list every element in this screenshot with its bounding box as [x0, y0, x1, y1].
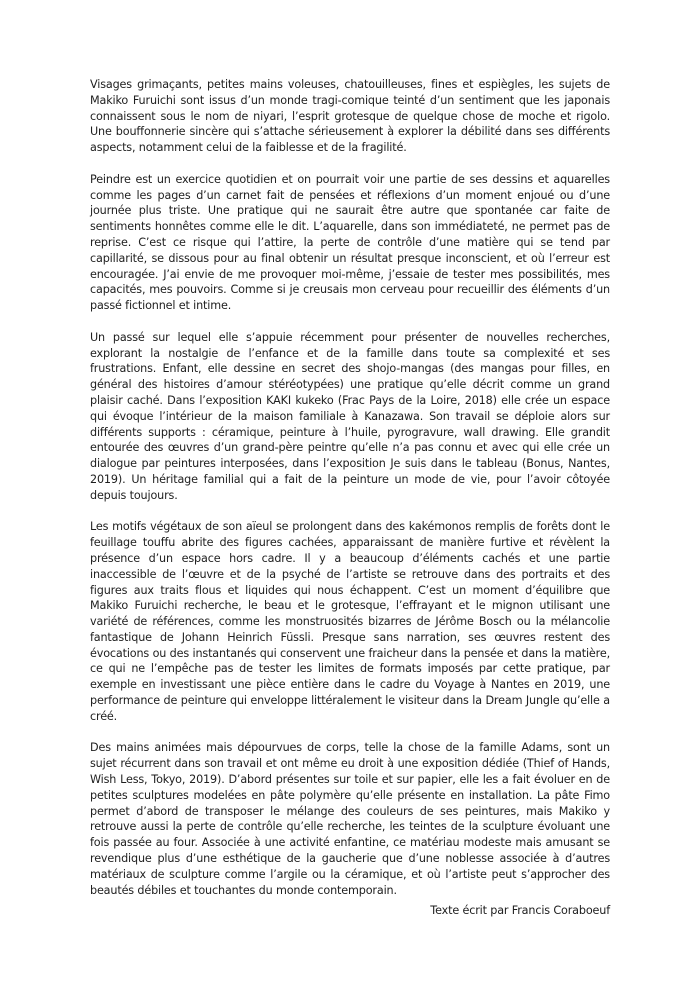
author-signature: Texte écrit par Francis Coraboeuf: [430, 904, 610, 917]
article-body: [90, 77, 610, 914]
paragraph-5: Des mains animées mais dépourvues de corps, telle la chose de la famille Adams, sont un sujet récurrent dans son travail et ont même eu droit à une exposition dédiée (Thief of Hands, Wish Less, Tokyo, 2019). D’abord présentes sur toile et sur papier, elle les a fait évoluer en de petites sculptures modelées en pâte polymère qu’elle présente en installation. La pâte Fimo permet d’abord de transposer le mélange des couleurs de ses peintures, mais Makiko y retrouve aussi la perte de contrôle qu’elle recherche, les teintes de la sculpture évoluant une fois passée au four. Associée à une activité enfantine, ce matériau modeste mais amusant se revendique plus d’une esthétique de la gaucherie que d’une noblesse associée à d’autres matériaux de sculpture comme l’argile ou la céramique, et où l’artiste peut s’approcher des beautés débiles et touchantes du monde contemporain.: [90, 741, 610, 897]
paragraph-1: Visages grimaçants, petites mains voleuses, chatouilleuses, fines et espiègles, les sujets de Makiko Furuichi sont issus d’un monde tragi-comique teinté d’un sentiment que les japonais connaissent sous le nom de niyari, l’esprit grotesque de quelque chose de moche et rigolo. Une bouffonnerie sincère qui s’attache sérieusement à explorer la débilité dans ses différents aspects, notamment celui de la faiblesse et de la fragilité.: [90, 78, 610, 155]
paragraph-2: Peindre est un exercice quotidien et on pourrait voir une partie de ses dessins et aquarelles comme les pages d’un carnet fait de pensées et réflexions d’un moment enjoué ou d’une journée plus triste. Une pratique qui ne saurait être autre que spontanée car faite de sentiments honnêtes comme elle le dit. L’aquarelle, dans son immédiateté, ne permet pas de reprise. C’est ce risque qui l’attire, la perte de contrôle d’une matière qui se tend par capillarité, se dissous pour au final obtenir un résultat presque inconscient, et où l’erreur est encouragée. J’ai envie de me provoquer moi-même, j’essaie de tester mes possibilités, mes capacités, mes pouvoirs. Comme si je creusais mon cerveau pour recueillir des éléments d’un passé fictionnel et intime.: [90, 172, 610, 313]
paragraph-4: Les motifs végétaux de son aïeul se prolongent dans des kakémonos remplis de forêts dont le feuillage touffu abrite des figures cachées, apparaissant de manière furtive et révèlent la présence d’un espace hors cadre. Il y a beaucoup d’éléments cachés et une partie inaccessible de l’œuvre et de la psyché de l’artiste se retrouve dans des portraits et des figures aux traits flous et liquides qui nous échappent. C’est un moment d’équilibre que Makiko Furuichi recherche, le beau et le grotesque, l’effrayant et le mignon utilisant une variété de références, comme les monstruosités bizarres de Jérôme Bosch ou la mélancolie fantastique de Johann Heinrich Füssli. Presque sans narration, ses œuvres restent des évocations ou des instantanés qui conservent une fraicheur dans la pensée et dans la matière, ce qui ne l’empêche pas de tester les limites de formats imposés par cette pratique, par exemple en investissant une pièce entière dans le cadre du Voyage à Nantes en 2019, une performance de peinture qui enveloppe littéralement le visiteur dans la Dream Jungle qu’elle a créé.: [90, 520, 610, 723]
paragraph-3: Un passé sur lequel elle s’appuie récemment pour présenter de nouvelles recherches, explorant la nostalgie de l’enfance et de la famille dans toute sa complexité et ses frustrations. Enfant, elle dessine en secret des shojo-mangas (des mangas pour filles, en général des histoires d’amour stéréotypées) une pratique qu’elle décrit comme un grand plaisir caché. Dans l’exposition KAKI kukeko (Frac Pays de la Loire, 2018) elle crée un espace qui évoque l’intérieur de la maison familiale à Kanazawa. Son travail se déploie alors sur différents supports : céramique, peinture à l’huile, pyrogravure, wall drawing. Elle grandit entourée des œuvres d’un grand-père peintre qu’elle n’a pas connu et avec qui elle crée un dialogue par peintures interposées, dans l’exposition Je suis dans le tableau (Bonus, Nantes, 2019). Un héritage familial qui a fait de la peinture un mode de vie, pour l’avoir côtoyée depuis toujours.: [90, 330, 610, 502]
